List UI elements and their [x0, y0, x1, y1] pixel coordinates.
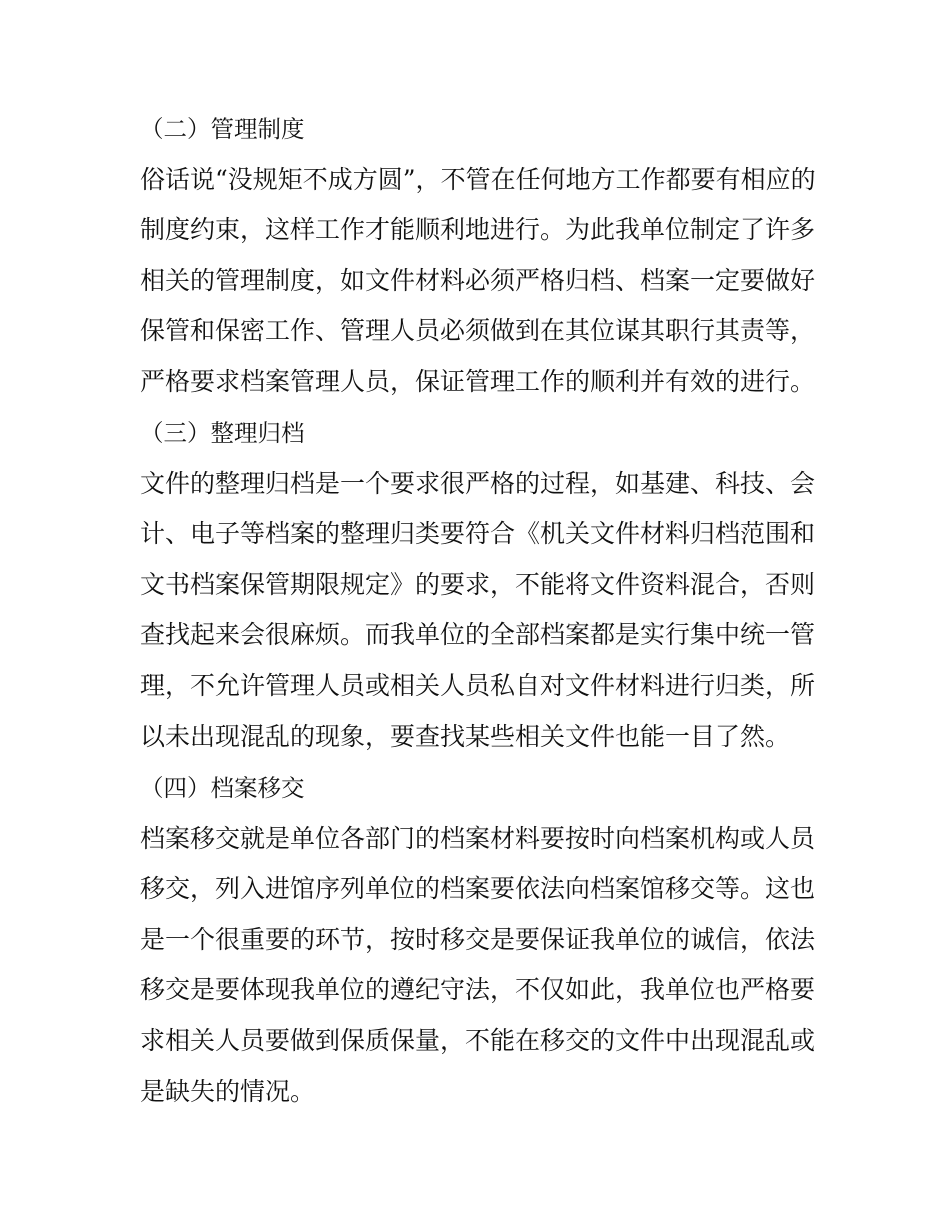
paragraph-line: 文书档案保管期限规定》的要求，不能将文件资料混合，否则: [140, 570, 816, 599]
paragraph-line: 移交，列入进馆序列单位的档案要依法向档案馆移交等。这也: [140, 874, 816, 903]
paragraph-line: 制度约束，这样工作才能顺利地进行。为此我单位制定了许多: [140, 215, 816, 244]
paragraph-line: 相关的管理制度，如文件材料必须严格归档、档案一定要做好: [140, 266, 816, 295]
paragraph-line: 查找起来会很麻烦。而我单位的全部档案都是实行集中统一管: [140, 620, 816, 649]
paragraph-line: 是一个很重要的环节，按时移交是要保证我单位的诚信，依法: [140, 925, 816, 954]
paragraph-line: 以未出现混乱的现象，要查找某些相关文件也能一目了然。: [140, 722, 791, 751]
section-heading-filing: （三）整理归档: [140, 419, 305, 447]
paragraph-line: 俗话说“没规矩不成方圆”，不管在任何地方工作都要有相应的: [140, 165, 816, 194]
paragraph-line: 严格要求档案管理人员，保证管理工作的顺利并有效的进行。: [140, 367, 816, 396]
paragraph-line: 是缺失的情况。: [140, 1077, 316, 1106]
paragraph-line: 理，不允许管理人员或相关人员私自对文件材料进行归类，所: [140, 671, 816, 700]
section-heading-management-system: （二）管理制度: [140, 115, 305, 143]
paragraph-line: 档案移交就是单位各部门的档案材料要按时向档案机构或人员: [140, 824, 816, 853]
section-heading-archive-transfer: （四）档案移交: [140, 774, 305, 802]
paragraph-line: 求相关人员要做到保质保量，不能在移交的文件中出现混乱或: [140, 1026, 816, 1055]
paragraph-line: 文件的整理归档是一个要求很严格的过程，如基建、科技、会: [140, 469, 816, 498]
paragraph-line: 计、电子等档案的整理归类要符合《机关文件材料归档范围和: [140, 519, 816, 548]
paragraph-line: 移交是要体现我单位的遵纪守法，不仅如此，我单位也严格要: [140, 975, 816, 1004]
paragraph-line: 保管和保密工作、管理人员必须做到在其位谋其职行其责等，: [140, 316, 816, 345]
